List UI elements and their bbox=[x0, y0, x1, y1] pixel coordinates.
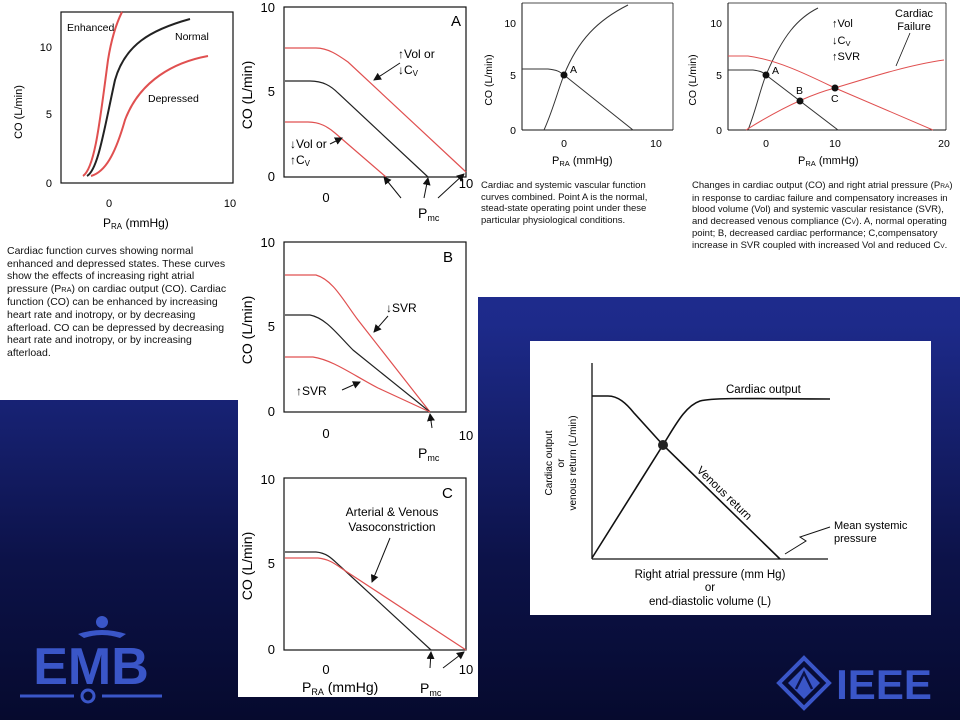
label-down-vol: ↓Vol or bbox=[290, 137, 327, 151]
caption-cardiac-function: Cardiac function curves showing normal enhanced and depressed states. These curves show the effects of increasing right atrial pressure (PRA) on cardiac output (CO). Cardiac function (CO) can be enhanced by increasing heart rate and inotropy, or by decreasing afterload. CO can be depressed by decreasing heart rate and inotropy, or by increasing afterload. bbox=[7, 245, 227, 359]
panel-letter: C bbox=[442, 485, 453, 502]
y-axis-label: CO (L/min) bbox=[687, 54, 699, 106]
ytick: 0 bbox=[716, 125, 722, 137]
chart-b bbox=[239, 235, 473, 463]
x-label-2: or bbox=[704, 582, 716, 594]
emb-logo-text: EMB bbox=[33, 638, 149, 696]
curve-vr-label: Venous return bbox=[693, 464, 754, 523]
arrow bbox=[374, 63, 400, 80]
ytick: 10 bbox=[260, 0, 275, 15]
xtick: 0 bbox=[322, 426, 330, 441]
ytick: 10 bbox=[260, 235, 275, 250]
point-b-label: B bbox=[796, 85, 804, 97]
arrow bbox=[424, 178, 428, 198]
cardiac-function-curve bbox=[544, 5, 628, 130]
y-axis-label: CO (L/min) bbox=[239, 60, 255, 130]
y-axis-label: CO (L/min) bbox=[239, 531, 255, 601]
equilibrium-point bbox=[658, 440, 668, 450]
pmc-label: $P_{mc}$ bbox=[420, 680, 442, 697]
pmc-label: $P_{mc}$ bbox=[418, 205, 440, 223]
ytick: 10 bbox=[710, 18, 722, 30]
msp-label-1: Mean systemic bbox=[834, 520, 908, 532]
label-up-vol: ↑Vol or bbox=[398, 47, 435, 61]
xtick: 0 bbox=[105, 198, 113, 210]
x-label-3: end-diastolic volume (L) bbox=[648, 596, 772, 608]
msp-label-2: pressure bbox=[834, 533, 877, 545]
y-axis-label: CO (L/min) bbox=[13, 85, 25, 139]
x-axis-label: PRA (mmHg) bbox=[798, 155, 859, 168]
x-label-1: Right atrial pressure (mm Hg) bbox=[634, 569, 786, 581]
label-depressed: Depressed bbox=[148, 93, 199, 105]
annotation-line2: Vasoconstriction bbox=[348, 520, 436, 534]
y-axis-label: CO (L/min) bbox=[239, 295, 255, 365]
ytick: 10 bbox=[260, 472, 275, 487]
emb-logo bbox=[16, 612, 166, 704]
xtick: 10 bbox=[458, 662, 474, 677]
label-up-cv: ↑CV bbox=[290, 153, 311, 168]
label-enhanced: Enhanced bbox=[67, 22, 115, 34]
venous-return-curve bbox=[592, 396, 780, 559]
chart-c bbox=[239, 472, 473, 697]
xtick: 10 bbox=[650, 138, 662, 150]
panel-co-vr bbox=[530, 341, 931, 615]
label-up-svr: ↑SVR bbox=[296, 384, 327, 398]
abc-charts bbox=[238, 0, 478, 697]
plot-frame bbox=[284, 7, 466, 177]
ytick: 0 bbox=[267, 169, 275, 184]
xtick: 10 bbox=[458, 176, 474, 191]
venous-return-curve bbox=[522, 69, 633, 130]
label-down-svr: ↓SVR bbox=[386, 301, 417, 315]
y-label-3: venous return (L/min) bbox=[568, 415, 579, 511]
increased-vol-curve bbox=[285, 48, 466, 172]
label-svr: ↑SVR bbox=[832, 51, 861, 63]
arrow bbox=[372, 538, 390, 582]
label-vol: ↑Vol bbox=[832, 18, 853, 30]
label-down-cv: ↓CV bbox=[398, 63, 419, 78]
point-a bbox=[763, 72, 770, 79]
ytick: 5 bbox=[716, 70, 722, 82]
msp-pointer bbox=[785, 527, 830, 554]
label-failure: Failure bbox=[897, 21, 931, 33]
ieee-logo-text: IEEE bbox=[836, 661, 932, 708]
arrow bbox=[342, 382, 360, 390]
caption-combined: Cardiac and systemic vascular function curves combined. Point A is the normal, stead-state operating point under these particular physiological conditions. bbox=[481, 180, 648, 226]
arrow bbox=[430, 414, 432, 428]
y-label-2: or bbox=[556, 458, 567, 468]
point-a-label: A bbox=[772, 65, 780, 77]
cardiac-function-chart bbox=[0, 0, 238, 230]
panel-abc bbox=[238, 0, 478, 697]
combined-chart bbox=[483, 3, 673, 168]
x-axis-label: $P_{RA}$ (mmHg) bbox=[302, 679, 379, 697]
arrow bbox=[330, 138, 342, 144]
ytick: 5 bbox=[267, 84, 275, 99]
point-c bbox=[832, 85, 839, 92]
venous-return-normal bbox=[728, 70, 838, 130]
curve-co-label: Cardiac output bbox=[726, 384, 801, 396]
co-vr-diagram bbox=[530, 341, 931, 615]
xtick: 0 bbox=[322, 662, 330, 677]
ytick: 5 bbox=[510, 70, 516, 82]
ytick: 5 bbox=[267, 319, 275, 334]
panel-top-right bbox=[478, 0, 960, 297]
ytick: 10 bbox=[504, 18, 516, 30]
panel-letter: B bbox=[443, 249, 454, 266]
caption-heart-failure: Changes in cardiac output (CO) and right atrial pressure (PRA) in response to cardiac failure and compensatory increases in blood volume (Vol) and systemic vascular resistance (SVR), and decreased venous compliance (CV). A, normal operating point; B, decreased cardiac performance; C,compensatory increase in SVR coupled with increased Vol and reduced CV. bbox=[692, 180, 953, 251]
x-axis-label: PRA (mmHg) bbox=[103, 216, 169, 230]
xtick: 10 bbox=[829, 138, 841, 150]
top-right-charts bbox=[478, 0, 960, 178]
heart-failure-chart bbox=[687, 3, 950, 168]
arrow bbox=[374, 316, 388, 332]
annotation-line1: Arterial & Venous bbox=[345, 505, 439, 519]
point-b bbox=[797, 98, 804, 105]
xtick: 20 bbox=[938, 138, 950, 150]
label-cv: ↓CV bbox=[832, 35, 851, 48]
y-axis-label: CO (L/min) bbox=[483, 54, 495, 106]
xtick: 0 bbox=[561, 138, 567, 150]
xtick: 10 bbox=[223, 198, 237, 210]
point-c-label: C bbox=[831, 93, 839, 105]
arrow bbox=[896, 33, 910, 66]
arrow bbox=[430, 652, 431, 668]
ytick: 0 bbox=[267, 404, 275, 419]
ytick: 0 bbox=[45, 178, 52, 190]
ytick: 10 bbox=[39, 42, 52, 54]
normal-curve bbox=[285, 552, 431, 650]
label-cardiac: Cardiac bbox=[895, 8, 933, 20]
point-a-label: A bbox=[570, 64, 578, 76]
plot-frame bbox=[284, 478, 466, 650]
label-normal: Normal bbox=[175, 31, 209, 43]
arrow bbox=[384, 177, 401, 198]
panel-cardiac-function bbox=[0, 0, 238, 400]
pmc-label: $P_{mc}$ bbox=[418, 445, 440, 463]
panel-letter: A bbox=[451, 13, 462, 30]
y-label-1: Cardiac output bbox=[544, 430, 555, 496]
xtick: 10 bbox=[458, 428, 474, 443]
ieee-logo bbox=[776, 655, 946, 711]
depressed-curve bbox=[91, 56, 208, 176]
xtick: 0 bbox=[763, 138, 769, 150]
xtick: 0 bbox=[322, 190, 330, 205]
ytick: 0 bbox=[267, 642, 275, 657]
point-a bbox=[561, 72, 568, 79]
ytick: 5 bbox=[267, 556, 275, 571]
enhanced-curve bbox=[83, 12, 122, 176]
x-axis-label: PRA (mmHg) bbox=[552, 155, 613, 168]
ytick: 5 bbox=[45, 109, 52, 121]
ytick: 0 bbox=[510, 125, 516, 137]
chart-a bbox=[239, 0, 473, 223]
vasoconstriction-curve bbox=[285, 558, 466, 650]
cardiac-function-normal bbox=[748, 8, 818, 130]
